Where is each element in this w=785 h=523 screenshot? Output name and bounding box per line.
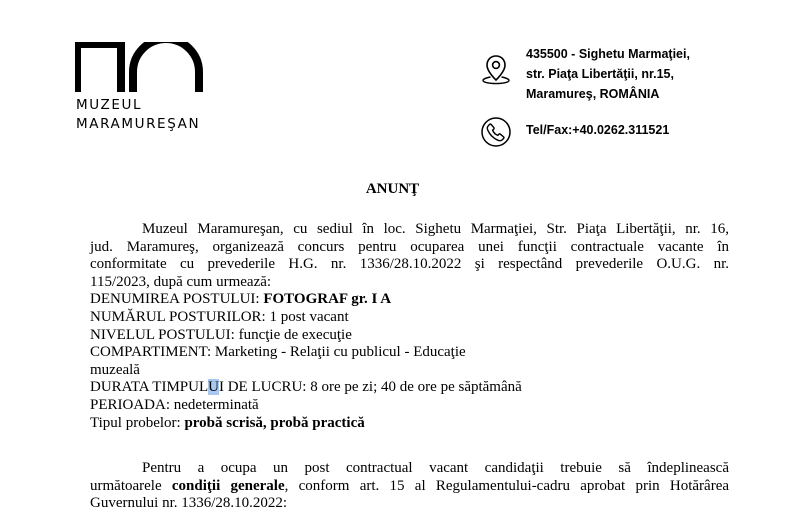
field-label: DENUMIREA POSTULUI:: [90, 291, 264, 308]
intro-line-1: Muzeul Maramureşan, cu sediul în loc. Sighetu Marmaţiei, Str. Piaţa Libertăţii, nr. 16,: [142, 221, 729, 237]
contact-address: [526, 44, 690, 104]
address-line-3: Maramureş, ROMÂNIA: [526, 87, 660, 101]
intro-line-2: jud. Maramureş, organizează concurs pentru ocuparea unei funcţii contractuale vacante în: [90, 238, 729, 255]
field-department: [90, 344, 729, 362]
logo-line-2: MARAMUREŞAN: [76, 116, 201, 132]
field-test-types: [90, 415, 729, 433]
field-post-level: [90, 327, 729, 345]
field-value: Marketing - Relaţii cu publicul - Educaţie: [214, 344, 466, 361]
museum-logo-text: [76, 96, 200, 134]
field-post-count: [90, 309, 729, 327]
field-post-name: [90, 291, 729, 309]
contact-phone: Tel/Fax:+40.0262.311521: [526, 123, 670, 137]
field-value: 1 post vacant: [269, 308, 349, 325]
phone-icon: [480, 116, 512, 148]
conditions-line-2: [90, 478, 729, 496]
announcement-body: [90, 221, 729, 432]
field-value: nedeterminată: [173, 396, 259, 413]
address-line-1: 435500 - Sighetu Marmaţiei,: [526, 47, 690, 61]
field-department-continued: muzeală: [90, 361, 140, 378]
field-value: probă scrisă, probă practică: [184, 414, 365, 431]
conditions-emphasis: condiţii generale: [171, 477, 285, 494]
field-period: [90, 397, 729, 415]
conditions-text-cont: , conform art. 15 al Regulamentului-cadru aprobat prin Hotărârea: [284, 477, 730, 494]
field-label-cont: I DE LUCRU:: [218, 379, 311, 396]
field-label: Tipul probelor:: [90, 414, 185, 431]
field-label: DURATA TIMPUL: [90, 379, 209, 396]
conditions-text: următoarele: [90, 477, 172, 494]
museum-logo-icon: [75, 42, 203, 92]
conditions-paragraph: [90, 460, 729, 513]
field-work-duration: [90, 379, 729, 397]
field-label: COMPARTIMENT:: [90, 344, 215, 361]
field-label: NUMĂRUL POSTURILOR:: [90, 308, 270, 325]
field-value: funcţie de execuţie: [238, 326, 352, 343]
address-line-2: str. Piaţa Libertăţii, nr.15,: [526, 67, 674, 81]
document-title: ANUNŢ: [365, 181, 420, 197]
field-value: FOTOGRAF gr. I A: [263, 291, 392, 308]
field-value: 8 ore pe zi; 40 de ore pe săptămână: [310, 379, 522, 396]
conditions-line-3: Guvernului nr. 1336/28.10.2022:: [90, 495, 288, 512]
text-selection: U: [208, 379, 219, 396]
logo-line-1: MUZEUL: [76, 97, 143, 113]
intro-line-4: 115/2023, după cum urmează:: [90, 273, 272, 290]
field-label: PERIOADA:: [90, 396, 174, 413]
intro-line-3: conformitate cu prevederile H.G. nr. 1336/28.10.2022 şi respectând prevederile O.U.G. nr.: [90, 256, 729, 273]
location-pin-icon: [480, 53, 512, 85]
field-label: NIVELUL POSTULUI:: [90, 326, 239, 343]
conditions-line-1: Pentru a ocupa un post contractual vacant candidaţii trebuie să îndeplinească: [142, 460, 729, 476]
